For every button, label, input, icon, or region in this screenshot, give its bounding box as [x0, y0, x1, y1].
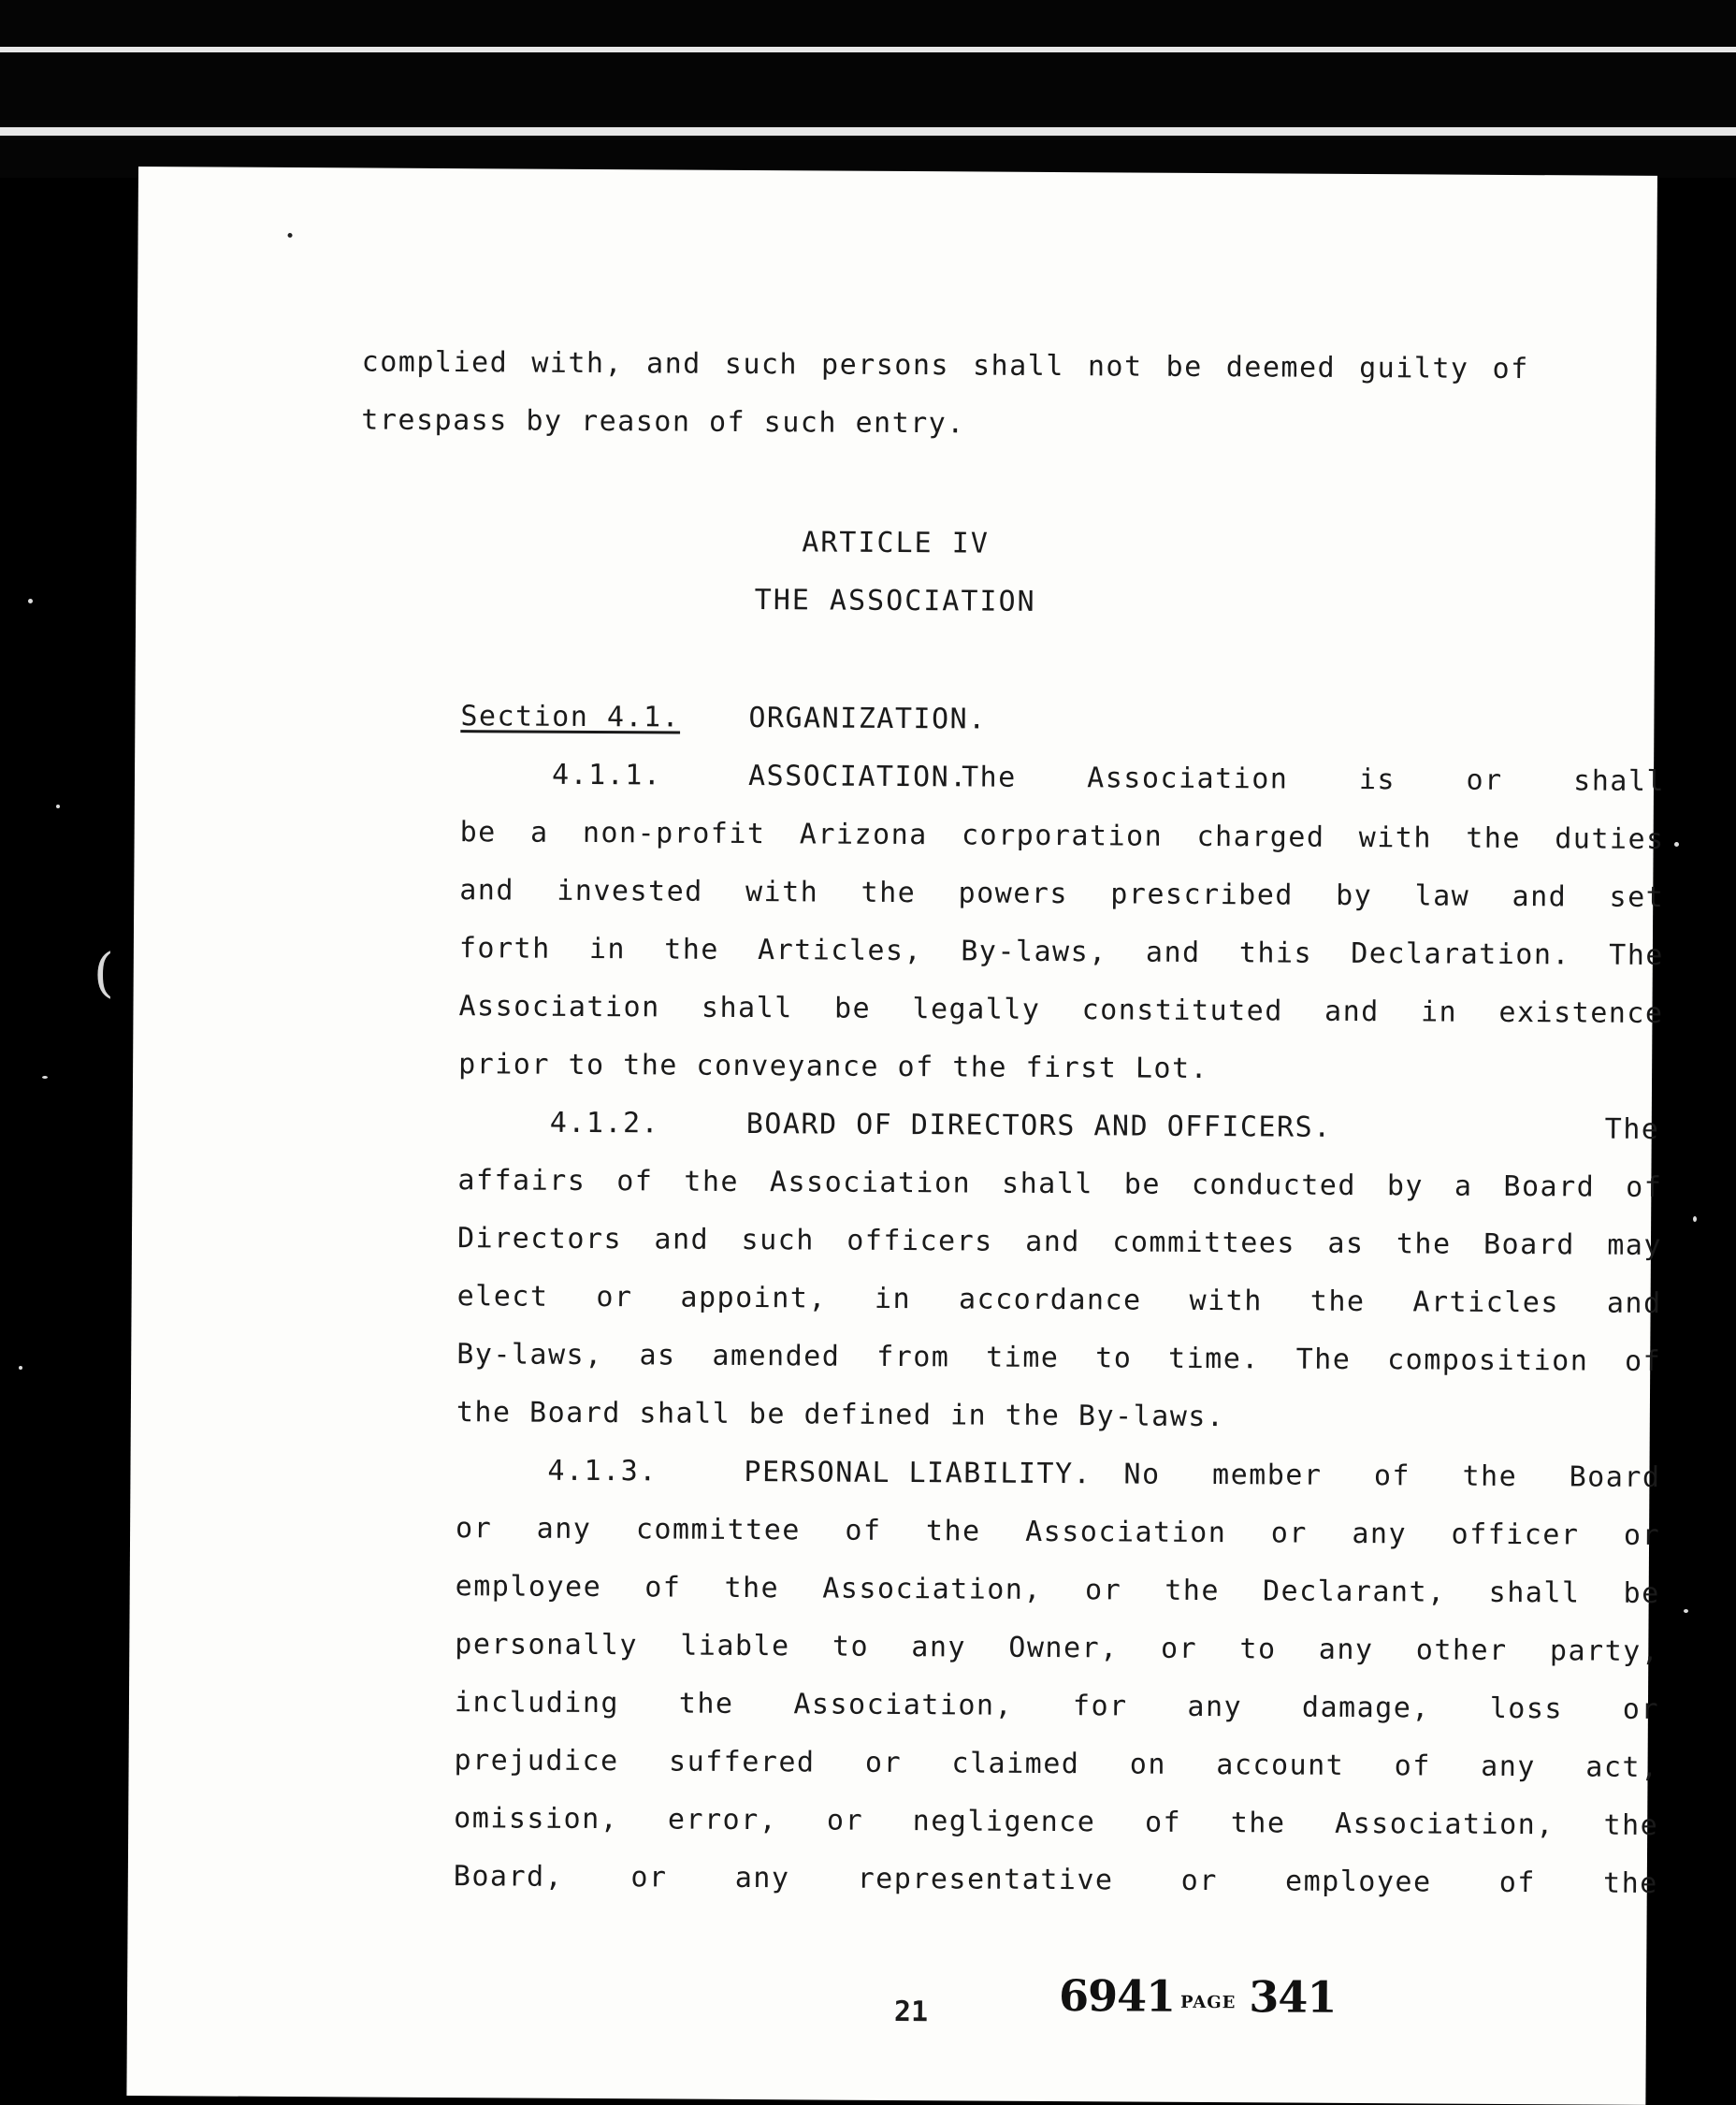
scan-noise: [42, 1076, 48, 1079]
continuation-line-1: complied with, and such persons shall not be deemed guilty of: [361, 345, 1529, 386]
subsection-title: ASSOCIATION.: [747, 759, 968, 794]
subsection-number: 4.1.3.: [547, 1454, 658, 1488]
subsection-title: PERSONAL LIABILITY.: [744, 1455, 1092, 1491]
paragraph-line: or any committee of the Association or any officer or: [456, 1512, 1661, 1552]
paragraph-line: No member of the Board: [1123, 1458, 1661, 1494]
paragraph-line: Board, or any representative or employee of the: [453, 1860, 1658, 1900]
subsection-number: 4.1.2.: [549, 1106, 660, 1140]
paragraph-line: be a non-profit Arizona corporation charged with the duties: [459, 816, 1665, 856]
scan-noise: [1693, 1216, 1697, 1222]
page-number: 21: [893, 1995, 929, 2029]
scan-noise: [288, 233, 293, 238]
paragraph-line: The: [1604, 1112, 1660, 1146]
stamp-page-number: 341: [1249, 1971, 1337, 2023]
paragraph-line: the Board shall be defined in the By-laws.: [456, 1396, 1225, 1434]
paragraph-line: and invested with the powers prescribed by law and set: [459, 874, 1665, 914]
paragraph-line: prejudice suffered or claimed on account of any act,: [454, 1744, 1659, 1784]
subsection-number: 4.1.1.: [551, 758, 662, 792]
paragraph-line: including the Association, for any damage, loss or: [454, 1686, 1660, 1726]
recording-stamp: [1059, 1970, 1337, 2023]
paragraph-line: Directors and such officers and committees as the Board may: [456, 1222, 1663, 1262]
paragraph-line: elect or appoint, in accordance with the Articles and: [456, 1280, 1662, 1320]
paragraph-line: The Association is or shall: [961, 761, 1666, 798]
article-title: THE ASSOCIATION: [754, 584, 1036, 618]
stamp-page-label: PAGE: [1180, 1992, 1237, 2013]
section-label: Section 4.1.: [460, 700, 681, 734]
scan-artifact-line: [0, 127, 1736, 136]
scan-noise: [1684, 1609, 1688, 1613]
paragraph-line: By-laws, as amended from time to time. The composition of: [456, 1338, 1662, 1378]
section-title: ORGANIZATION.: [748, 701, 987, 736]
scan-artifact-line: [0, 47, 1736, 52]
scan-margin-mark: (: [94, 943, 114, 1004]
paragraph-line: forth in the Articles, By-laws, and this Declaration. The: [458, 932, 1664, 972]
scan-noise: [19, 1366, 22, 1370]
document-page: [126, 167, 1666, 2105]
scan-noise: [1674, 842, 1679, 847]
article-number: ARTICLE IV: [802, 526, 990, 560]
paragraph-line: employee of the Association, or the Declarant, shall be: [455, 1570, 1660, 1610]
paragraph-line: prior to the conveyance of the first Lot.: [458, 1048, 1209, 1086]
stamp-book-number: 6941: [1058, 1970, 1176, 2022]
subsection-title: BOARD OF DIRECTORS AND OFFICERS.: [745, 1107, 1332, 1144]
scan-noise: [56, 805, 60, 808]
paragraph-line: personally liable to any Owner, or to any other party,: [455, 1628, 1660, 1668]
scan-noise: [28, 599, 33, 603]
paragraph-line: omission, error, or negligence of the Association, the: [454, 1802, 1659, 1842]
paragraph-line: affairs of the Association shall be conducted by a Board of: [457, 1164, 1663, 1204]
scan-top-border: [0, 0, 1736, 178]
paragraph-line: Association shall be legally constituted and in existence: [458, 990, 1664, 1030]
continuation-line-2: trespass by reason of such entry.: [361, 403, 965, 441]
